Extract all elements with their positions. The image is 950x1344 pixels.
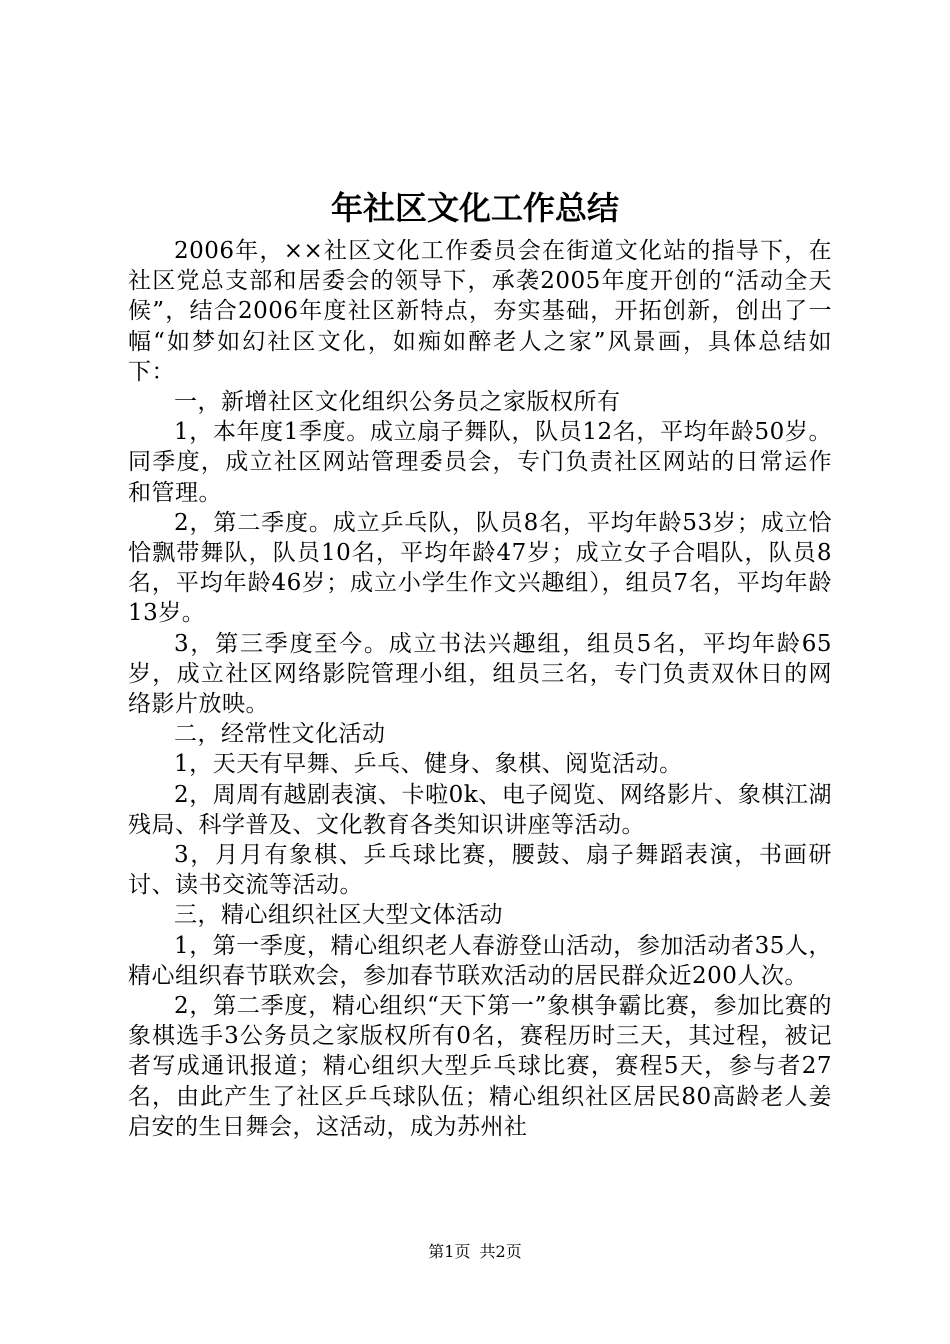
- paragraph-3-1: 1，第一季度，精心组织老人春游登山活动，参加活动者35人，精心组织春节联欢会，参加春节联欢活动的居民群众近200人次。: [128, 932, 832, 989]
- paragraph-1-2: 2，第二季度。成立乒乓队，队员8名，平均年龄53岁；成立恰恰飘带舞队，队员10名，平均年龄47岁；成立女子合唱队，队员8名，平均年龄46岁；成立小学生作文兴趣组），组员7名，平均年龄13岁。: [128, 509, 832, 627]
- paragraph-intro: 2006年，××社区文化工作委员会在街道文化站的指导下，在社区党总支部和居委会的领导下，承袭2005年度开创的“活动全天候”，结合2006年度社区新特点，夯实基础，开拓创新，创出了一幅“如梦如幻社区文化，如痴如醉老人之家”风景画，具体总结如下：: [128, 238, 832, 385]
- paragraph-1-1: 1，本年度1季度。成立扇子舞队，队员12名，平均年龄50岁。同季度，成立社区网站管理委员会，专门负责社区网站的日常运作和管理。: [128, 419, 832, 506]
- paragraph-2-3: 3，月月有象棋、乒乓球比赛，腰鼓、扇子舞蹈表演，书画研讨、读书交流等活动。: [128, 842, 832, 899]
- section-heading-2: 二，经常性文化活动: [174, 721, 386, 748]
- paragraph-2-2: 2，周周有越剧表演、卡啦0k、电子阅览、网络影片、象棋江湖残局、科学普及、文化教育各类知识讲座等活动。: [128, 781, 832, 838]
- paragraph-1-3: 3，第三季度至今。成立书法兴趣组，组员5名，平均年龄65岁，成立社区网络影院管理小组，组员三名，专门负责双休日的网络影片放映。: [128, 630, 832, 718]
- section-heading-3: 三，精心组织社区大型文体活动: [174, 902, 503, 929]
- page-number-total: 共2页: [479, 1242, 522, 1261]
- page-number-current: 第1页: [428, 1242, 471, 1261]
- section-heading-1: 一，新增社区文化组织公务员之家版权所有: [174, 389, 621, 416]
- document-body: [128, 236, 832, 1142]
- document-title: 年社区文化工作总结: [330, 189, 619, 227]
- page-footer: [0, 1241, 950, 1263]
- paragraph-2-1: 1，天天有早舞、乒乓、健身、象棋、阅览活动。: [174, 751, 683, 778]
- paragraph-3-2: 2，第二季度，精心组织“天下第一”象棋争霸比赛，参加比赛的象棋选手3公务员之家版权所有0名，赛程历时三天，其过程，被记者写成通讯报道；精心组织大型乒乓球比赛，赛程5天，参与者27名，由此产生了社区乒乓球队伍；精心组织社区居民80高龄老人姜启安的生日舞会，这活动，成为苏州社: [128, 993, 832, 1140]
